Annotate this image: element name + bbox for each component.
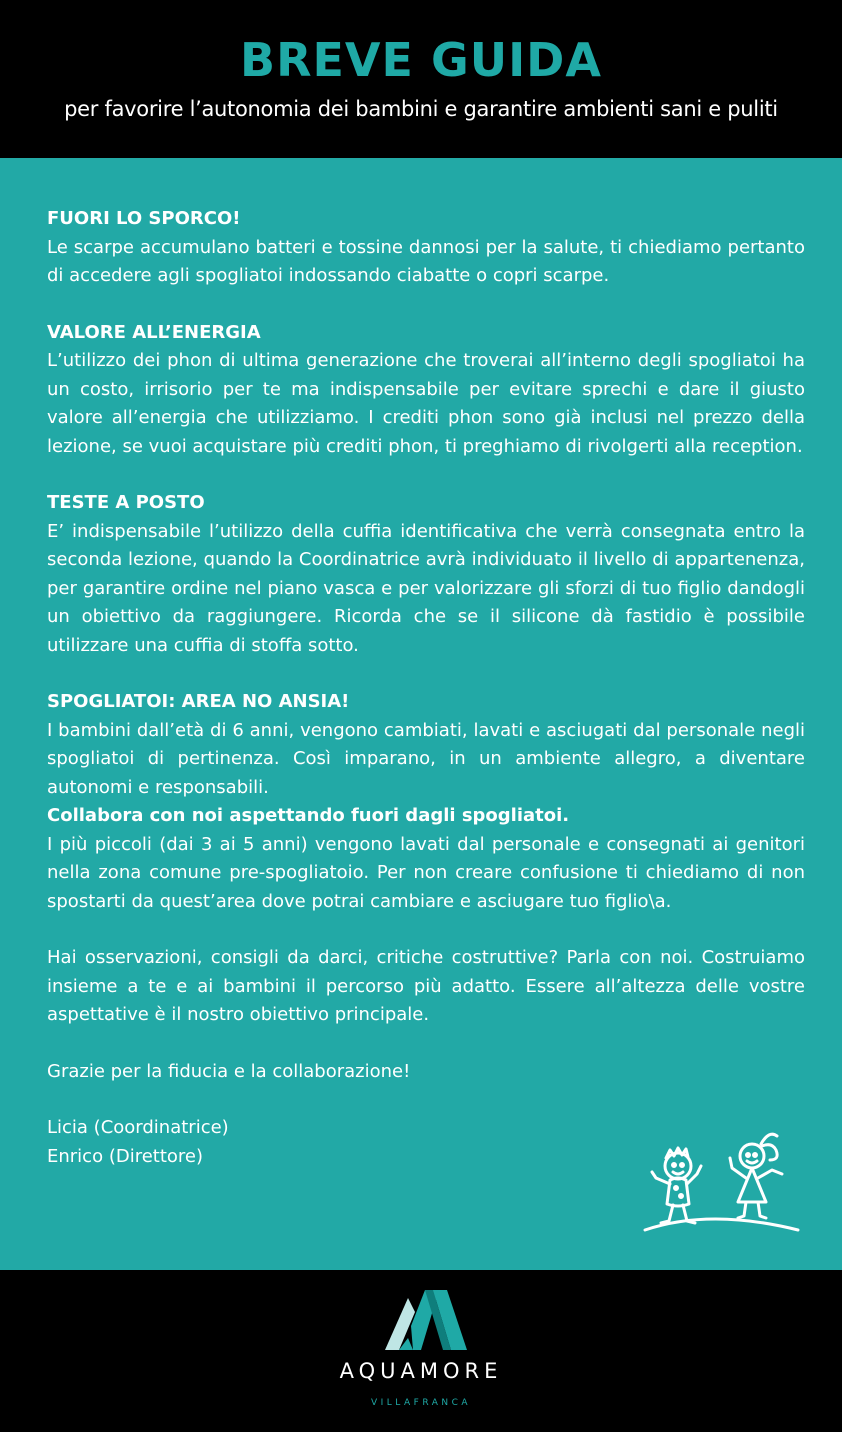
section-text: E’ indispensabile l’utilizzo della cuffia identificativa che verrà consegnata entro la seconda lezione, quando la Coordinatrice avrà individuato il livello di appartenenza, per garantire ordine nel piano vasca e per valorizzare gli sforzi di tuo figlio dandogli un obiettivo da raggiungere. Ricorda che se il silicone dà fastidio è possibile utilizzare una cuffia di stoffa sotto. (47, 520, 805, 656)
signature-director: Enrico (Direttore) (47, 1145, 204, 1167)
section-valore-energia (47, 319, 805, 462)
section-emphasis: Collabora con noi aspettando fuori dagli spogliatoi. (47, 805, 570, 826)
section-fuori-lo-sporco (47, 205, 805, 291)
signature-coordinator: Licia (Coordinatrice) (47, 1117, 229, 1138)
brand-location: VILLAFRANCA (370, 1398, 472, 1408)
thanks-text: Grazie per la fiducia e la collaborazione! (47, 1060, 411, 1082)
section-heading: SPOGLIATOI: AREA NO ANSIA! (47, 691, 350, 712)
guide-content (47, 205, 805, 1171)
section-teste-a-posto (47, 489, 805, 660)
section-text: Le scarpe accumulano batteri e tossine dannosi per la salute, ti chiediamo pertanto di accedere agli spogliatoi indossando ciabatte o copri scarpe. (47, 236, 805, 286)
section-text-2: I più piccoli (dai 3 ai 5 anni) vengono lavati dal personale e consegnati ai genitori nella zona comune pre-spogliatoio. Per non creare confusione ti chiediamo di non spostarti da quest’area dove potrai cambiare e asciugare tuo figlio\a. (47, 833, 805, 912)
brand-name: AQUAMORE (339, 1359, 503, 1383)
header (0, 0, 842, 158)
footer (0, 1270, 842, 1432)
section-text: L’utilizzo dei phon di ultima generazione che troverai all’interno degli spogliatoi ha un costo, irrisorio per te ma indispensabile per evitare sprechi e dare il giusto valore all’energia che utilizziamo. I crediti phon sono già inclusi nel prezzo della lezione, se vuoi acquistare più crediti phon, ti preghiamo di rivolgerti alla reception. (47, 350, 805, 457)
section-heading: TESTE A POSTO (47, 492, 205, 513)
section-spogliatoi (47, 688, 805, 916)
thanks-block (47, 1058, 805, 1087)
page-title: BREVE GUIDA (240, 33, 602, 87)
closing-paragraph: Hai osservazioni, consigli da darci, critiche costruttive? Parla con noi. Costruiamo insieme a te e ai bambini il percorso più adatto. Essere all’altezza delle vostre aspettative è il nostro obiettivo principale. (47, 947, 805, 1025)
section-text: I bambini dall’età di 6 anni, vengono cambiati, lavati e asciugati dal personale negli spogliatoi di pertinenza. Così imparano, in un ambiente allegro, a diventare autonomi e responsabili. (47, 719, 805, 798)
guide-body (0, 158, 842, 1270)
section-heading: FUORI LO SPORCO! (47, 208, 241, 229)
closing-block (47, 944, 805, 1030)
children-drawing-icon (640, 1128, 800, 1238)
section-heading: VALORE ALL’ENERGIA (47, 321, 261, 343)
aquamore-logo-icon (385, 1290, 467, 1350)
page-subtitle: per favorire l’autonomia dei bambini e garantire ambienti sani e puliti (64, 97, 778, 121)
